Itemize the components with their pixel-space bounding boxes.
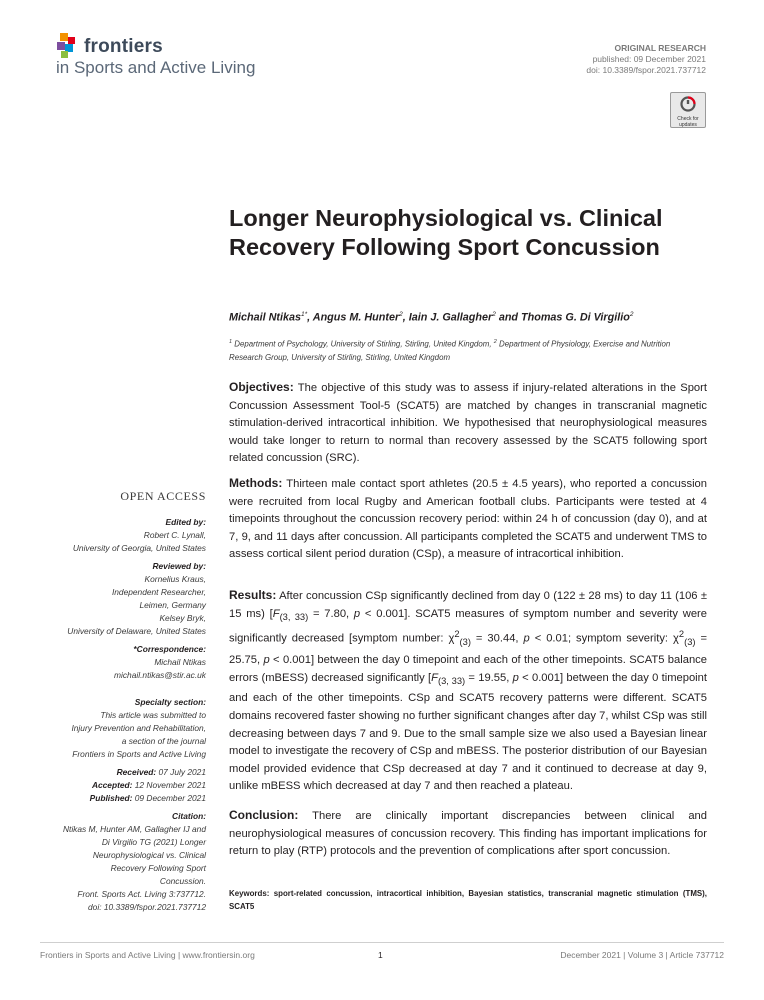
logo-wordmark: frontiers: [84, 36, 163, 57]
reviewer-line: University of Delaware, United States: [67, 626, 206, 636]
footer-divider: [40, 942, 724, 943]
author-affiliation-marker: 2: [492, 311, 496, 318]
specialty-line: This article was submitted to: [100, 710, 206, 720]
author-affiliation-marker: 2: [629, 311, 634, 318]
stat-superscript: 2: [454, 629, 460, 640]
abstract-results: [229, 587, 707, 796]
reviewer-line: Independent Researcher,: [111, 587, 206, 597]
affiliation-text: Department of Psychology, University of Stirling, Stirling, United Kingdom,: [232, 339, 494, 349]
edited-by-label: Edited by:: [165, 517, 206, 527]
section-text: = 7.80,: [308, 607, 354, 620]
author-name[interactable]: Iain J. Gallagher: [408, 311, 493, 324]
citation-line: Concussion.: [159, 876, 206, 886]
stat-symbol: F: [272, 607, 280, 620]
keywords-label: Keywords:: [229, 889, 270, 898]
page-number: 1: [378, 950, 383, 960]
author-name[interactable]: Angus M. Hunter: [312, 311, 400, 324]
received-date: 07 July 2021: [156, 767, 206, 777]
author-name[interactable]: Michail Ntikas: [229, 311, 302, 324]
reviewed-by: [36, 560, 206, 638]
dates: [36, 766, 206, 805]
citation-line: Ntikas M, Hunter AM, Gallagher IJ and: [62, 824, 206, 834]
section-text: The objective of this study was to assess if injury-related alterations in the Sport Concussion Assessment Tool-5 (SCAT5) are matched by changes in transcranial magnetic stimulation-derived intracortical inhibition. We hypothesised that neurophysiological measures would take longer to return to normal than recovery assessed by the SCAT5 following sport related concussion (SRC).: [229, 382, 707, 465]
section-text: There are clinically important discrepancies between clinical and neurophysiological measures of concussion recovery. This finding has important implications for return to play (RTP) protocols and the prevention of complications after sport concussion.: [229, 810, 707, 858]
affiliation-text: Department of Physiology, Exercise and Nutrition Research Group, University of Stirling, Stirling, United Kingdom: [229, 339, 671, 362]
correspondence-email[interactable]: michail.ntikas@stir.ac.uk: [114, 670, 206, 680]
author-name[interactable]: Thomas G. Di Virgilio: [521, 311, 630, 324]
stat-subscript: (3, 33): [438, 675, 466, 686]
section-text: Thirteen male contact sport athletes (20.5 ± 4.5 years), who reported a concussion were recruited from local Rugby and American football clubs. Participants were tested at 4 timepoints throughout the concussion recovery period: within 24 h of concussion (day 0), and at 7, 9, and 11 days after concussion. All participants completed the SCAT5 and underwent TMS to assess cortical silent period duration (CSp), a measure of intracortical inhibition.: [229, 478, 708, 561]
section-label: Objectives:: [229, 380, 294, 394]
stat-superscript: 2: [678, 629, 685, 640]
stat-symbol: p: [512, 671, 519, 684]
citation-line: Front. Sports Act. Living 3:737712.: [77, 889, 206, 899]
edited-by: [36, 516, 206, 555]
abstract-methods: [229, 475, 707, 564]
published-date: published: 09 December 2021: [592, 54, 706, 64]
received-label: Received:: [116, 767, 157, 777]
abstract-objectives: [229, 379, 707, 468]
section-text: < 0.001] between the day 0 timepoint and each of the other timepoints. SCAT5 balance errors (mBESS) decreased significantly [: [229, 653, 707, 684]
specialty-line: Frontiers in Sports and Active Living: [72, 749, 206, 759]
correspondence-label: *Correspondence:: [133, 644, 206, 654]
stat-subscript: (3): [684, 637, 696, 648]
correspondence: [36, 643, 206, 682]
author-list: [229, 311, 689, 324]
author-affiliation-marker: 2: [399, 311, 403, 318]
doi-link[interactable]: doi: 10.3389/fspor.2021.737712: [586, 65, 706, 75]
check-label-2: updates: [679, 121, 697, 128]
specialty-line: Injury Prevention and Rehabilitation,: [71, 723, 206, 733]
published-date-side: 09 December 2021: [132, 793, 206, 803]
citation-doi[interactable]: doi: 10.3389/fspor.2021.737712: [88, 902, 206, 912]
specialty-label: Specialty section:: [134, 697, 206, 707]
check-updates-icon: [680, 96, 696, 112]
journal-name: in Sports and Active Living: [56, 58, 256, 77]
check-for-updates-button[interactable]: [670, 92, 706, 128]
affiliations: [229, 336, 689, 364]
article-title: Longer Neurophysiological vs. Clinical Recovery Following Sport Concussion: [229, 205, 663, 260]
reviewer-line: Leimen, Germany: [139, 600, 206, 610]
editor-line: University of Georgia, United States: [72, 543, 206, 553]
reviewer-line: Kelsey Bryk,: [159, 613, 206, 623]
stat-subscript: (3): [459, 637, 471, 648]
accepted-label: Accepted:: [91, 780, 133, 790]
check-label-1: Check for: [677, 116, 699, 122]
author-separator: ,: [402, 311, 409, 324]
affiliation-marker: 1: [229, 339, 233, 345]
frontiers-logo-icon: [56, 32, 82, 60]
stat-symbol: F: [431, 671, 438, 684]
keywords-text: sport-related concussion, intracortical inhibition, Bayesian statistics, transcranial magnetic stimulation (TMS), SCAT5: [229, 889, 707, 911]
abstract-conclusion: [229, 807, 707, 861]
author-affiliation-marker: 1*: [301, 311, 308, 318]
specialty-section: [36, 696, 206, 761]
citation-line: Recovery Following Sport: [110, 863, 206, 873]
affiliation-marker: 2: [493, 339, 497, 345]
citation-label: Citation:: [172, 811, 206, 821]
author-separator: and: [495, 311, 522, 324]
author-separator: ,: [307, 311, 313, 324]
section-label: Conclusion:: [229, 808, 299, 822]
article-type: ORIGINAL RESEARCH: [614, 43, 706, 53]
section-text: = 19.55,: [465, 671, 513, 684]
citation-line: Di Virgilio TG (2021) Longer: [101, 837, 206, 847]
citation: [36, 810, 206, 914]
footer-issue-info: December 2021 | Volume 3 | Article 737712: [560, 950, 724, 960]
stat-symbol: p: [353, 607, 361, 620]
reviewer-line: Kornelius Kraus,: [144, 574, 206, 584]
section-text: < 0.01; symptom severity: χ: [529, 633, 679, 646]
open-access-label: OPEN ACCESS: [120, 489, 206, 503]
keywords: [229, 887, 707, 913]
section-text: < 0.001]. SCAT5 measures of symptom number and severity were significantly decreased [symptom number: χ: [229, 607, 707, 646]
footer-journal-link[interactable]: Frontiers in Sports and Active Living | www.frontiersin.org: [40, 950, 255, 960]
section-label: Methods:: [229, 476, 283, 490]
stat-symbol: p: [263, 653, 270, 666]
section-text: After concussion CSp significantly declined from day 0 (122 ± 28 ms) to day 11 (106 ± 15 ms) [: [229, 590, 707, 620]
accepted-date: 12 November 2021: [132, 780, 206, 790]
section-text: = 25.75,: [229, 633, 707, 666]
published-label: Published:: [89, 793, 133, 803]
reviewed-by-label: Reviewed by:: [152, 561, 206, 571]
stat-subscript: (3, 33): [279, 611, 309, 622]
section-text: = 30.44,: [470, 633, 524, 646]
citation-line: Neurophysiological vs. Clinical: [92, 850, 206, 860]
stat-symbol: p: [523, 633, 530, 646]
section-text: < 0.001] between the day 0 timepoint and each of the other timepoints. CSp and SCAT5 recovery patterns were different. SCAT5 domains recovered faster showing no further significant changes after day 7, whilst CSp was still decreasing between days 7 and 9. Due to the small sample size we also used a Bayesian linear model to investigate the recovery of CSp and mBESS. The posterior distribution of our Bayesian model provided evidence that CSp decreased at day 7 and it continued to decrease at day 9, unlike mBESS which decreased at day 7 and then reached a plateau.: [229, 671, 707, 793]
specialty-line: a section of the journal: [121, 736, 206, 746]
editor-line: Robert C. Lynall,: [143, 530, 206, 540]
correspondence-name: Michail Ntikas: [154, 657, 206, 667]
section-label: Results:: [229, 588, 277, 602]
